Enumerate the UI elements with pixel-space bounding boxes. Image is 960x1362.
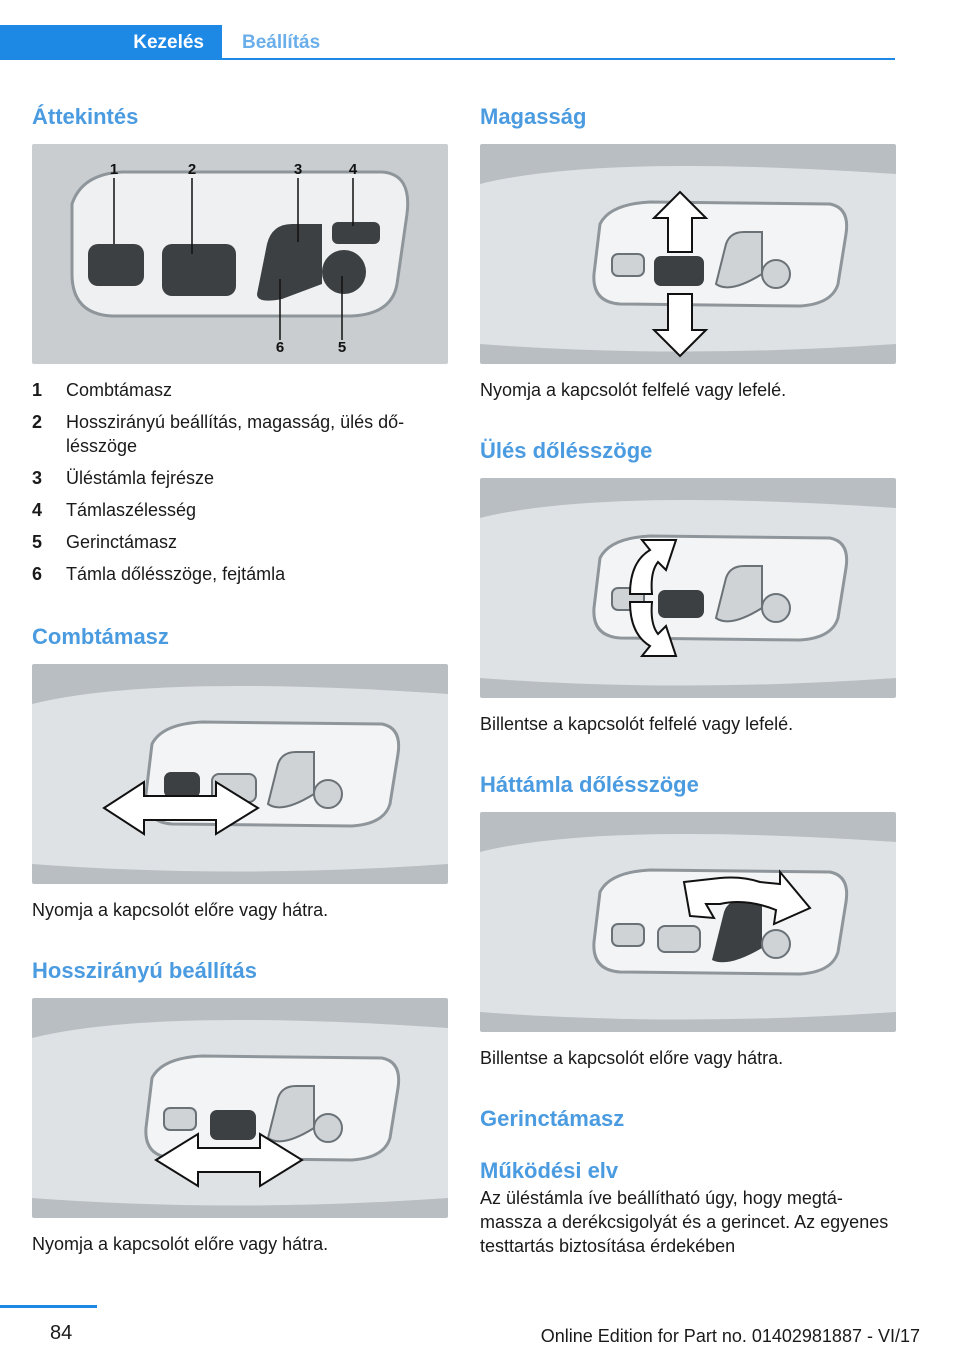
tab-kezeles[interactable]: Kezelés — [0, 25, 222, 60]
seat-tilt-heading: Ülés dőlésszöge — [480, 438, 653, 463]
legend-item — [32, 530, 448, 554]
thigh-support-text: Nyomja a kapcsolót előre vagy hátra. — [32, 900, 329, 920]
tab-underline — [222, 58, 895, 60]
longitudinal-adjustment-illustration — [32, 998, 448, 1218]
legend-text: Támlaszélesség — [66, 500, 197, 520]
figure-legend — [32, 378, 448, 594]
figure-label-6: 6 — [275, 339, 285, 356]
seat-tilt-figure — [480, 478, 896, 698]
legend-item — [32, 410, 448, 458]
thigh-support-figure — [32, 664, 448, 884]
backrest-tilt-illustration — [480, 812, 896, 1032]
legend-number: 3 — [32, 468, 43, 488]
height-text: Nyomja a kapcsolót felfelé vagy lefelé. — [480, 380, 787, 400]
tab-bar — [0, 0, 895, 62]
legend-text: Hosszirányú beállítás, magasság, ülés dő‐lésszöge — [66, 412, 405, 456]
thigh-support-illustration — [32, 664, 448, 884]
overview-heading: Áttekintés — [32, 104, 139, 129]
figure-label-2: 2 — [187, 161, 197, 178]
seat-controls-overview-illustration — [32, 144, 448, 364]
longitudinal-figure — [32, 998, 448, 1218]
seat-tilt-illustration — [480, 478, 896, 698]
figure-label-1: 1 — [109, 161, 119, 178]
legend-text: Combtámasz — [66, 380, 173, 400]
legend-number: 6 — [32, 564, 43, 584]
height-heading: Magasság — [480, 104, 587, 129]
backrest-heading: Háttámla dőlésszöge — [480, 772, 699, 797]
lumbar-heading: Gerinctámasz — [480, 1106, 625, 1131]
legend-item — [32, 378, 448, 402]
height-adjustment-illustration — [480, 144, 896, 364]
overview-figure — [32, 144, 448, 364]
backrest-figure — [480, 812, 896, 1032]
legend-item — [32, 562, 448, 586]
legend-number: 1 — [32, 380, 43, 400]
thigh-support-heading: Combtámasz — [32, 624, 169, 649]
backrest-text: Billentse a kapcsolót előre vagy hátra. — [480, 1048, 784, 1068]
longitudinal-heading: Hosszirányú beállítás — [32, 958, 257, 983]
footer-divider — [0, 1305, 97, 1308]
figure-label-3: 3 — [293, 161, 303, 178]
legend-number: 4 — [32, 500, 43, 520]
legend-text: Támla dőlésszöge, fejtámla — [66, 564, 286, 584]
figure-label-4: 4 — [348, 161, 358, 178]
tab-beallitas[interactable]: Beállítás — [242, 31, 321, 53]
legend-item — [32, 466, 448, 490]
legend-text: Üléstámla fejrésze — [66, 468, 215, 488]
longitudinal-text: Nyomja a kapcsolót előre vagy hátra. — [32, 1234, 329, 1254]
seat-tilt-text: Billentse a kapcsolót felfelé vagy lefelé. — [480, 714, 794, 734]
principle-heading: Működési elv — [480, 1158, 619, 1183]
legend-number: 2 — [32, 412, 43, 432]
edition-note: Online Edition for Part no. 01402981887 - VI/17 — [540, 1326, 920, 1346]
legend-item — [32, 498, 448, 522]
height-figure — [480, 144, 896, 364]
legend-number: 5 — [32, 532, 43, 552]
legend-text: Gerinctámasz — [66, 532, 178, 552]
figure-label-5: 5 — [337, 339, 347, 356]
page-number: 84 — [50, 1322, 73, 1344]
principle-text: Az üléstámla íve beállítható úgy, hogy megtá‐massza a derékcsigolyát és a gerincet. Az egyenes testtartás biztosítása érdekében — [480, 1188, 889, 1256]
